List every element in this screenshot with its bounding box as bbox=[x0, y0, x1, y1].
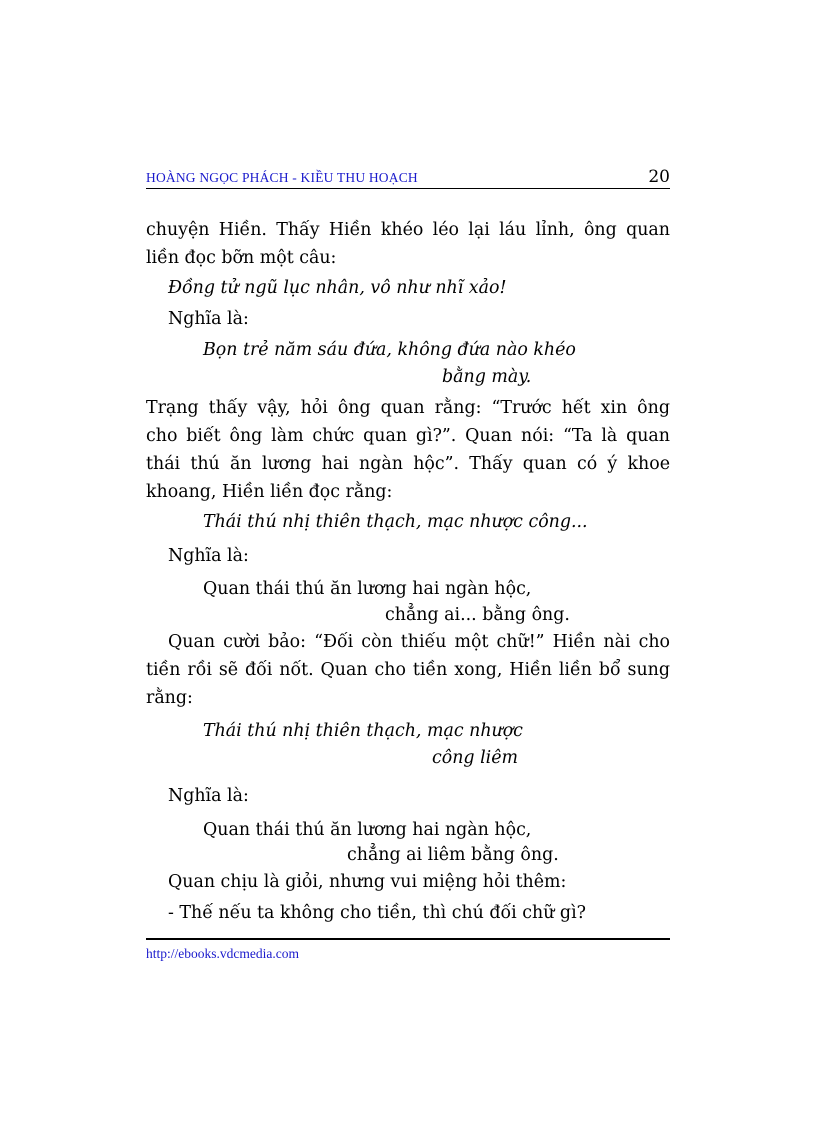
page-number: 20 bbox=[648, 167, 670, 187]
verse-line: Bọn trẻ năm sáu đứa, không đứa nào khéo bbox=[203, 340, 576, 360]
verse-line: bằng mày. bbox=[442, 367, 532, 387]
paragraph-line: Nghĩa là: bbox=[168, 786, 249, 806]
running-header bbox=[146, 166, 670, 189]
paragraph-line: liền đọc bỡn một câu: bbox=[146, 248, 337, 268]
footer-url-link[interactable]: http://ebooks.vdcmedia.com bbox=[146, 946, 299, 961]
verse-line: chẳng ai... bằng ông. bbox=[385, 605, 570, 625]
verse-line: chẳng ai liêm bằng ông. bbox=[347, 845, 559, 865]
paragraph-line: - Thế nếu ta không cho tiền, thì chú đối chữ gì? bbox=[168, 903, 586, 923]
footer-rule bbox=[146, 938, 670, 940]
verse-line: Đồng tử ngũ lục nhân, vô như nhĩ xảo! bbox=[168, 278, 507, 298]
verse-line: Quan thái thú ăn lương hai ngàn hộc, bbox=[203, 820, 532, 840]
verse-line: công liêm bbox=[432, 748, 518, 768]
paragraph-line: khoang, Hiền liền đọc rằng: bbox=[146, 482, 393, 502]
paragraph-line: tiền rồi sẽ đối nốt. Quan cho tiền xong, Hiền liền bổ sung bbox=[146, 660, 670, 680]
verse-line: Thái thú nhị thiên thạch, mạc nhược bbox=[203, 721, 523, 741]
paragraph-line: Quan chịu là giỏi, nhưng vui miệng hỏi thêm: bbox=[168, 872, 567, 892]
paragraph-line: rằng: bbox=[146, 688, 193, 708]
paragraph-line: Nghĩa là: bbox=[168, 309, 249, 329]
verse-line: Thái thú nhị thiên thạch, mạc nhược công... bbox=[203, 512, 588, 532]
paragraph-line: cho biết ông làm chức quan gì?”. Quan nói: “Ta là quan bbox=[146, 426, 670, 446]
paragraph-line: chuyện Hiền. Thấy Hiền khéo léo lại láu lỉnh, ông quan bbox=[146, 220, 670, 240]
verse-line: Quan thái thú ăn lương hai ngàn hộc, bbox=[203, 579, 532, 599]
paragraph-line: Nghĩa là: bbox=[168, 546, 249, 566]
header-title: HOÀNG NGỌC PHÁCH - KIỀU THU HOẠCH bbox=[146, 170, 418, 185]
paragraph-line: Trạng thấy vậy, hỏi ông quan rằng: “Trước hết xin ông bbox=[146, 398, 670, 418]
paragraph-line: Quan cười bảo: “Đối còn thiếu một chữ!” Hiền nài cho bbox=[168, 632, 670, 652]
paragraph-line: thái thú ăn lương hai ngàn hộc”. Thấy quan có ý khoe bbox=[146, 454, 670, 474]
